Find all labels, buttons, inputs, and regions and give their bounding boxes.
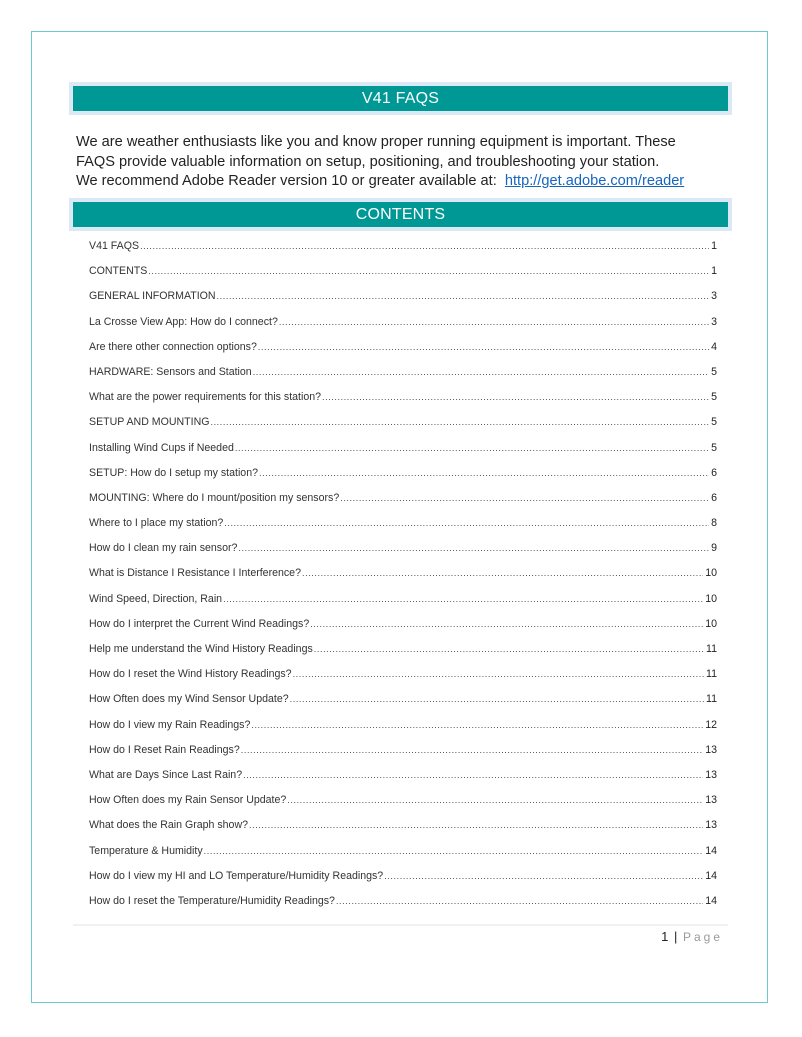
toc-dot-leader (241, 745, 703, 755)
toc-entry-page: 6 (711, 491, 717, 504)
toc-dot-leader (314, 644, 704, 654)
page-number: 1 (661, 929, 669, 944)
intro-line-3-text: We recommend Adobe Reader version 10 or greater available at: (76, 173, 497, 189)
toc-dot-leader (249, 820, 703, 830)
toc-entry-label: How do I view my Rain Readings? (89, 718, 251, 731)
toc-entry[interactable] (89, 517, 717, 542)
toc-dot-leader (287, 795, 703, 805)
toc-entry-label: MOUNTING: Where do I mount/position my sensors? (89, 491, 340, 504)
toc-entry-page: 8 (711, 517, 717, 530)
toc-dot-leader (224, 518, 709, 528)
page-word: Page (682, 930, 723, 944)
toc-entry[interactable] (89, 240, 717, 265)
toc-entry[interactable] (89, 391, 717, 416)
toc-entry-label: How Often does my Rain Sensor Update? (89, 794, 287, 807)
toc-dot-leader (148, 266, 709, 276)
toc-entry-label: Wind Speed, Direction, Rain (89, 592, 223, 605)
toc-entry-page: 12 (705, 718, 717, 731)
intro-line-2: FAQS provide valuable information on setup, positioning, and troubleshooting your station. (76, 153, 660, 170)
toc-entry[interactable] (89, 366, 717, 391)
toc-dot-leader (384, 871, 703, 881)
toc-dot-leader (210, 417, 709, 427)
toc-entry[interactable] (89, 467, 717, 492)
toc-entry-label: Help me understand the Wind History Readings (89, 643, 313, 655)
toc-dot-leader (259, 468, 709, 478)
toc-entry-label: SETUP: How do I setup my station? (89, 466, 258, 479)
toc-entry-page: 13 (705, 819, 717, 832)
footer-separator: | (673, 929, 678, 944)
toc-entry-page: 1 (711, 240, 717, 252)
page-footer (661, 929, 723, 944)
toc-dot-leader (279, 317, 709, 327)
toc-dot-leader (258, 342, 709, 352)
toc-entry-label: Where to I place my station? (89, 517, 224, 530)
toc-entry-label: How do I interpret the Current Wind Readings? (89, 617, 310, 630)
toc-entry[interactable] (89, 895, 717, 920)
toc-entry-page: 14 (705, 894, 717, 907)
toc-entry[interactable] (89, 618, 717, 643)
toc-entry[interactable] (89, 845, 717, 870)
toc-entry[interactable] (89, 567, 717, 592)
toc-dot-leader (336, 896, 703, 906)
toc-entry[interactable] (89, 265, 717, 290)
toc-entry-label: How do I view my HI and LO Temperature/Humidity Readings? (89, 869, 384, 882)
toc-entry-page: 6 (711, 466, 717, 479)
toc-entry[interactable] (89, 870, 717, 895)
intro-paragraph (76, 133, 736, 192)
toc-entry[interactable] (89, 643, 717, 668)
toc-entry-label: What are Days Since Last Rain? (89, 768, 243, 781)
toc-entry[interactable] (89, 719, 717, 744)
toc-entry-page: 10 (705, 592, 717, 605)
toc-entry-label: V41 FAQS (89, 240, 140, 252)
toc-entry-page: 13 (705, 768, 717, 781)
toc-entry-page: 4 (711, 340, 717, 353)
intro-line-1: We are weather enthusiasts like you and know proper running equipment is important. These (76, 134, 676, 150)
toc-entry-label: HARDWARE: Sensors and Station (89, 365, 252, 378)
toc-entry[interactable] (89, 542, 717, 567)
toc-entry-label: What are the power requirements for this station? (89, 391, 321, 404)
toc-dot-leader (310, 619, 703, 629)
toc-entry-label: How do I reset the Temperature/Humidity Readings? (89, 894, 335, 907)
toc-entry-page: 9 (711, 542, 717, 555)
toc-entry[interactable] (89, 744, 717, 769)
toc-entry-page: 14 (705, 844, 717, 857)
toc-entry-page: 10 (705, 567, 717, 580)
toc-entry[interactable] (89, 316, 717, 341)
toc-entry-page: 1 (711, 265, 717, 278)
toc-entry[interactable] (89, 416, 717, 441)
toc-dot-leader (243, 770, 703, 780)
toc-entry[interactable] (89, 492, 717, 517)
toc-dot-leader (322, 392, 709, 402)
adobe-reader-link[interactable]: http://get.adobe.com/reader (504, 173, 685, 189)
toc-entry-label: GENERAL INFORMATION (89, 290, 216, 303)
toc-entry-page: 5 (711, 441, 717, 454)
toc-entry-label: Installing Wind Cups if Needed (89, 441, 234, 454)
title-banner (69, 82, 732, 115)
footer-divider (73, 924, 728, 926)
toc-entry[interactable] (89, 341, 717, 366)
toc-entry-label: CONTENTS (89, 265, 148, 278)
toc-entry-page: 3 (711, 290, 717, 303)
contents-heading: CONTENTS (73, 202, 728, 227)
toc-entry-page: 5 (711, 391, 717, 404)
toc-entry-page: 11 (706, 668, 717, 681)
toc-entry-label: Temperature & Humidity (89, 844, 203, 857)
toc-entry[interactable] (89, 693, 717, 718)
toc-dot-leader (290, 694, 704, 704)
toc-entry-page: 13 (705, 743, 717, 756)
toc-entry[interactable] (89, 290, 717, 315)
toc-entry-page: 10 (705, 617, 717, 630)
toc-dot-leader (238, 543, 709, 553)
toc-entry[interactable] (89, 593, 717, 618)
toc-dot-leader (223, 594, 703, 604)
intro-line-3 (76, 172, 736, 192)
toc-entry[interactable] (89, 668, 717, 693)
toc-dot-leader (235, 443, 709, 453)
toc-entry[interactable] (89, 769, 717, 794)
toc-entry-page: 14 (705, 869, 717, 882)
toc-dot-leader (140, 241, 709, 251)
toc-entry-label: What is Distance I Resistance I Interference? (89, 567, 301, 580)
toc-entry-label: How do I clean my rain sensor? (89, 542, 238, 555)
toc-dot-leader (253, 367, 709, 377)
toc-dot-leader (293, 669, 704, 679)
table-of-contents (89, 240, 717, 920)
contents-banner (69, 198, 732, 231)
toc-entry-page: 11 (706, 643, 717, 655)
page-title: V41 FAQS (73, 86, 728, 111)
toc-entry-page: 13 (705, 794, 717, 807)
toc-entry-page: 5 (711, 416, 717, 429)
toc-entry-label: La Crosse View App: How do I connect? (89, 315, 278, 328)
toc-entry[interactable] (89, 794, 717, 819)
toc-entry-label: How do I reset the Wind History Readings? (89, 668, 292, 681)
toc-entry[interactable] (89, 819, 717, 844)
toc-dot-leader (204, 846, 704, 856)
toc-entry-page: 11 (706, 693, 717, 706)
toc-entry-label: How do I Reset Rain Readings? (89, 743, 240, 756)
toc-entry-page: 5 (711, 365, 717, 378)
toc-dot-leader (340, 493, 709, 503)
toc-entry-label: How Often does my Wind Sensor Update? (89, 693, 289, 706)
toc-dot-leader (217, 291, 710, 301)
toc-entry-label: What does the Rain Graph show? (89, 819, 248, 832)
toc-dot-leader (251, 720, 703, 730)
toc-entry-label: Are there other connection options? (89, 340, 257, 353)
toc-entry[interactable] (89, 442, 717, 467)
toc-entry-label: SETUP AND MOUNTING (89, 416, 210, 429)
toc-entry-page: 3 (711, 315, 717, 328)
toc-dot-leader (302, 568, 703, 578)
